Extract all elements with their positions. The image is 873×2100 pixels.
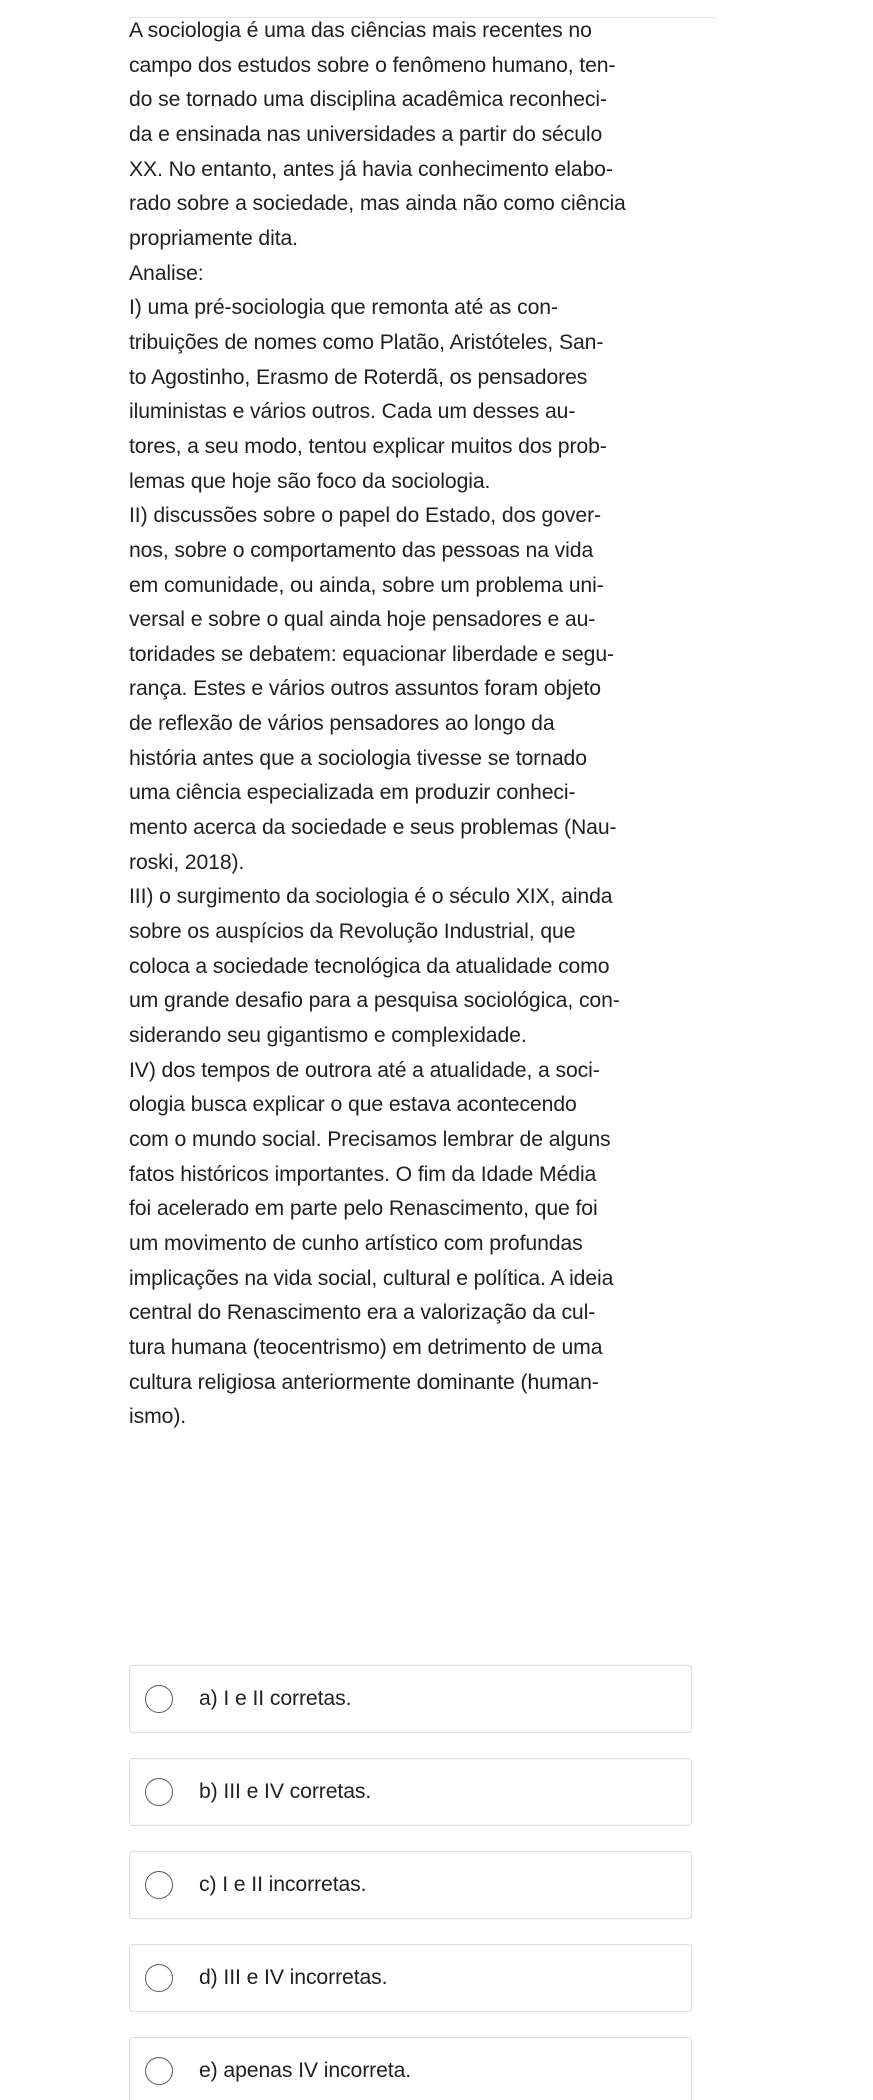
question-intro: A sociologia é uma das ciências mais recentes no campo dos estudos sobre o fenômeno humano, ten- do se tornado uma disciplina acadêmica reconheci- da e ensinada nas universidades a partir do século XX. No entanto, antes já havia conhecimento elabo- rado sobre a sociedade, mas ainda não como ciência propriamente dita. (129, 19, 626, 250)
radio-circle-icon[interactable] (145, 1871, 173, 1899)
statement-ii: II) discussões sobre o papel do Estado, dos gover- nos, sobre o comportamento das pessoas na vida em comunidade, ou ainda, sobre um problema uni- versal e sobre o qual ainda hoje pensadores e au- toridades se debatem: equacionar liberdade e segu- rança. Estes e vários outros assuntos foram objeto de reflexão de vários pensadores ao longo da história antes que a sociologia tivesse se tornado uma ciência especializada em produzir conheci- mento acerca da sociedade e seus problemas (Nau- roski, 2018). (129, 504, 617, 874)
radio-circle-icon[interactable] (145, 2057, 173, 2085)
question-text (129, 14, 719, 1435)
radio-circle-icon[interactable] (145, 1685, 173, 1713)
option-d[interactable] (129, 1944, 692, 2012)
option-d-label: d) III e IV incorretas. (199, 1966, 388, 1989)
question-prompt: Analise: (129, 261, 204, 285)
radio-circle-icon[interactable] (145, 1964, 173, 1992)
option-e[interactable] (129, 2037, 692, 2100)
answer-options (129, 1665, 692, 2100)
option-c[interactable] (129, 1851, 692, 1919)
statement-iii: III) o surgimento da sociologia é o século XIX, ainda sobre os auspícios da Revolução Industrial, que coloca a sociedade tecnológica da atualidade como um grande desafio para a pesquisa sociológica, con- siderando seu gigantismo e complexidade. (129, 885, 620, 1048)
statement-i: I) uma pré-sociologia que remonta até as con- tribuições de nomes como Platão, Aristóteles, San- to Agostinho, Erasmo de Roterdã, os pensadores iluministas e vários outros. Cada um desses au- tores, a seu modo, tentou explicar muitos dos prob- lemas que hoje são foco da sociologia. (129, 296, 607, 493)
option-a-label: a) I e II corretas. (199, 1687, 352, 1710)
option-b-label: b) III e IV corretas. (199, 1780, 372, 1803)
option-e-label: e) apenas IV incorreta. (199, 2059, 412, 2082)
option-a[interactable] (129, 1665, 692, 1733)
radio-circle-icon[interactable] (145, 1778, 173, 1806)
statement-iv: IV) dos tempos de outrora até a atualidade, a soci- ologia busca explicar o que estava acontecendo com o mundo social. Precisamos lembrar de alguns fatos históricos importantes. O fim da Idade Média foi acelerado em parte pelo Renascimento, que foi um movimento de cunho artístico com profundas implicações na vida social, cultural e política. A ideia central do Renascimento era a valorização da cul- tura humana (teocentrismo) em detrimento de uma cultura religiosa anteriormente dominante (human- ismo). (129, 1058, 614, 1429)
option-b[interactable] (129, 1758, 692, 1826)
option-c-label: c) I e II incorretas. (199, 1873, 367, 1896)
